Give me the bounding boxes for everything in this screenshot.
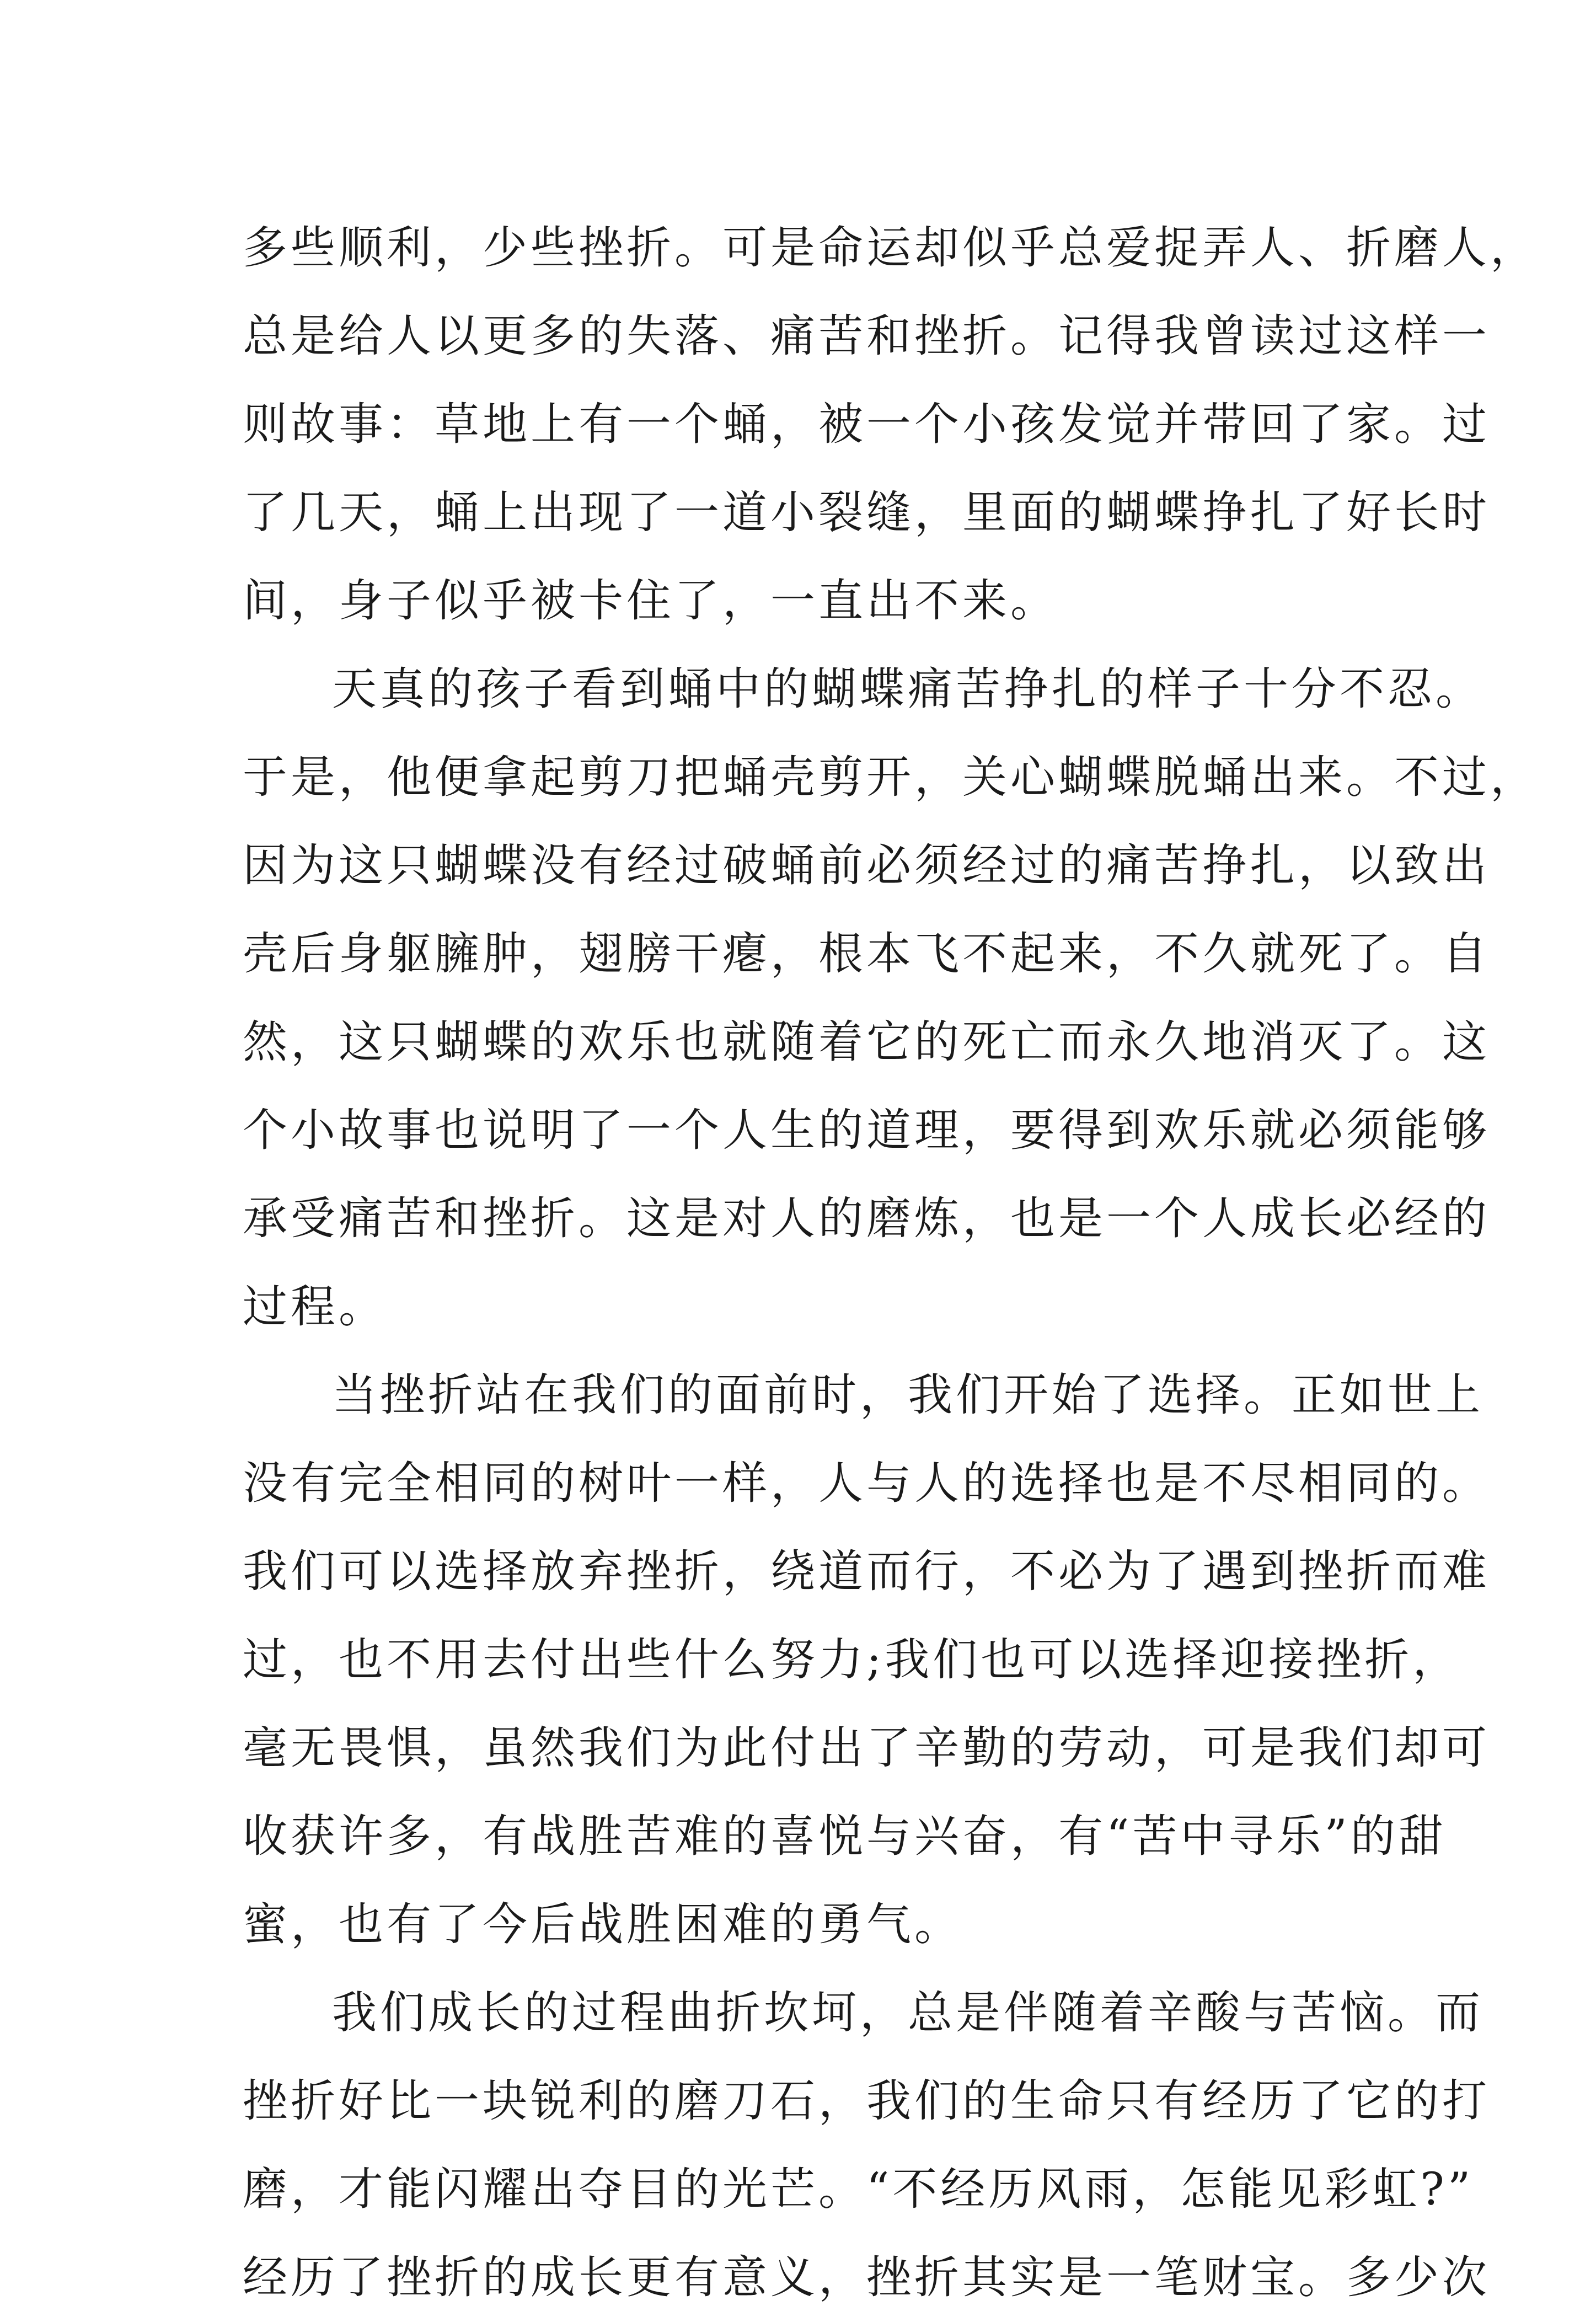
paragraph-line: 过，也不用去付出些什么努力;我们也可以选择迎接挫折，: [243, 1634, 1461, 1686]
paragraph-line: 承受痛苦和挫折。这是对人的磨炼，也是一个人成长必经的: [243, 1193, 1491, 1245]
paragraph-line: 蜜，也有了今后战胜困难的勇气。: [243, 1899, 963, 1951]
paragraph-line: 个小故事也说明了一个人生的道理，要得到欢乐就必须能够: [243, 1105, 1491, 1157]
paragraph-line: 我们成长的过程曲折坎坷，总是伴随着辛酸与苦恼。而: [332, 1987, 1484, 2039]
paragraph-line: 间，身子似乎被卡住了，一直出不来。: [243, 575, 1059, 627]
paragraph-line: 当挫折站在我们的面前时，我们开始了选择。正如世上: [332, 1369, 1484, 1421]
paragraph-line: 挫折好比一块锐利的磨刀石，我们的生命只有经历了它的打: [243, 2075, 1491, 2127]
paragraph-line: 收获许多，有战胜苦难的喜悦与兴奋，有“苦中寻乐”的甜: [243, 1811, 1447, 1863]
paragraph-line: 天真的孩子看到蛹中的蝴蝶痛苦挣扎的样子十分不忍。: [332, 664, 1484, 715]
paragraph-line: 没有完全相同的树叶一样，人与人的选择也是不尽相同的。: [243, 1458, 1491, 1510]
paragraph: [243, 1351, 1491, 1969]
paragraph-line: 然，这只蝴蝶的欢乐也就随着它的死亡而永久地消灭了。这: [243, 1016, 1491, 1068]
paragraph-line: 总是给人以更多的失落、痛苦和挫折。记得我曾读过这样一: [243, 311, 1491, 362]
paragraph-line: 毫无畏惧，虽然我们为此付出了辛勤的劳动，可是我们却可: [243, 1722, 1491, 1774]
document-body: [243, 204, 1539, 2322]
paragraph-line: 多些顺利，少些挫折。可是命运却似乎总爱捉弄人、折磨人，: [243, 222, 1539, 274]
paragraph-line: 过程。: [243, 1281, 387, 1333]
paragraph-line: 因为这只蝴蝶没有经过破蛹前必须经过的痛苦挣扎，以致出: [243, 840, 1491, 892]
paragraph: [243, 645, 1539, 1351]
paragraph-line: 经历了挫折的成长更有意义，挫折其实是一笔财宝。多少次: [243, 2252, 1491, 2304]
paragraph-line: 我们可以选择放弃挫折，绕道而行，不必为了遇到挫折而难: [243, 1546, 1491, 1598]
paragraph: [243, 204, 1539, 645]
paragraph: [243, 1969, 1491, 2322]
paragraph-line: 壳后身躯臃肿，翅膀干瘪，根本飞不起来，不久就死了。自: [243, 928, 1491, 980]
paragraph-line: 于是，他便拿起剪刀把蛹壳剪开，关心蝴蝶脱蛹出来。不过，: [243, 752, 1539, 804]
paragraph-line: 则故事：草地上有一个蛹，被一个小孩发觉并带回了家。过: [243, 399, 1491, 451]
paragraph-line: 了几天，蛹上出现了一道小裂缝，里面的蝴蝶挣扎了好长时: [243, 487, 1491, 539]
paragraph-line: 磨，才能闪耀出夺目的光芒。“不经历风雨，怎能见彩虹?”: [243, 2164, 1474, 2216]
